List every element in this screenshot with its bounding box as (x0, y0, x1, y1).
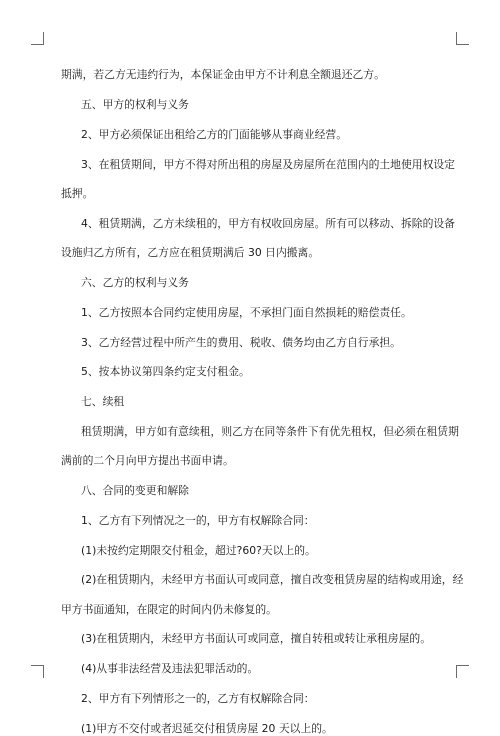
paragraph-line: (4)从事非法经营及违法犯罪活动的。 (81, 662, 259, 675)
paragraph-line: (3)在租赁期内，未经甲方书面认可或同意，擅自转租或转让承租房屋的。 (81, 632, 431, 645)
crop-mark-top-right (456, 32, 469, 45)
paragraph-line: 4、租赁期满，乙方未续租的，甲方有权收回房屋。所有可以移动、拆除的设备 (81, 217, 455, 230)
paragraph-line: 满前的二个月向甲方提出书面申请。 (61, 454, 234, 467)
paragraph-line: 2、甲方必须保证出租给乙方的门面能够从事商业经营。 (81, 128, 347, 141)
paragraph-line: 设施归乙方所有，乙方应在租赁期满后 30 日内搬离。 (61, 246, 320, 259)
paragraph-line: 期满，若乙方无违约行为，本保证金由甲方不计利息全额退还乙方。 (61, 68, 385, 81)
paragraph-line: 3、在租赁期间，甲方不得对所出租的房屋及房屋所在范围内的土地使用权设定 (81, 158, 455, 171)
crop-mark-top-left (31, 32, 44, 45)
paragraph-line: 5、按本协议第四条约定支付租金。 (81, 365, 250, 378)
paragraph-line: 抵押。 (61, 187, 94, 200)
paragraph-line: (2)在租赁期内，未经甲方书面认可或同意，擅自改变租赁房屋的结构或用途，经 (81, 573, 464, 586)
paragraph-line: 1、乙方按照本合同约定使用房屋，不承担门面自然损耗的赔偿责任。 (81, 306, 412, 319)
section-heading: 七、续租 (81, 395, 125, 408)
paragraph-line: (1)未按约定期限交付租金，超过?60?天以上的。 (81, 544, 316, 557)
paragraph-line: (1)甲方不交付或者迟延交付租赁房屋 20 天以上的。 (81, 722, 333, 735)
crop-mark-bottom-left (31, 665, 44, 678)
paragraph-line: 2、甲方有下列情形之一的，乙方有权解除合同： (81, 692, 315, 705)
section-heading: 五、甲方的权利与义务 (81, 98, 189, 111)
crop-mark-bottom-right (456, 665, 469, 678)
paragraph-line: 租赁期满，甲方如有意续租，则乙方在同等条件下有优先租权，但必须在租赁期 (81, 425, 459, 438)
paragraph-line: 1、乙方有下列情况之一的，甲方有权解除合同： (81, 514, 315, 527)
section-heading: 六、乙方的权利与义务 (81, 276, 189, 289)
paragraph-line: 3、乙方经营过程中所产生的费用、税收、债务均由乙方自行承担。 (81, 336, 401, 349)
paragraph-line: 甲方书面通知，在限定的时间内仍未修复的。 (61, 603, 277, 616)
section-heading: 八、合同的变更和解除 (81, 484, 189, 497)
